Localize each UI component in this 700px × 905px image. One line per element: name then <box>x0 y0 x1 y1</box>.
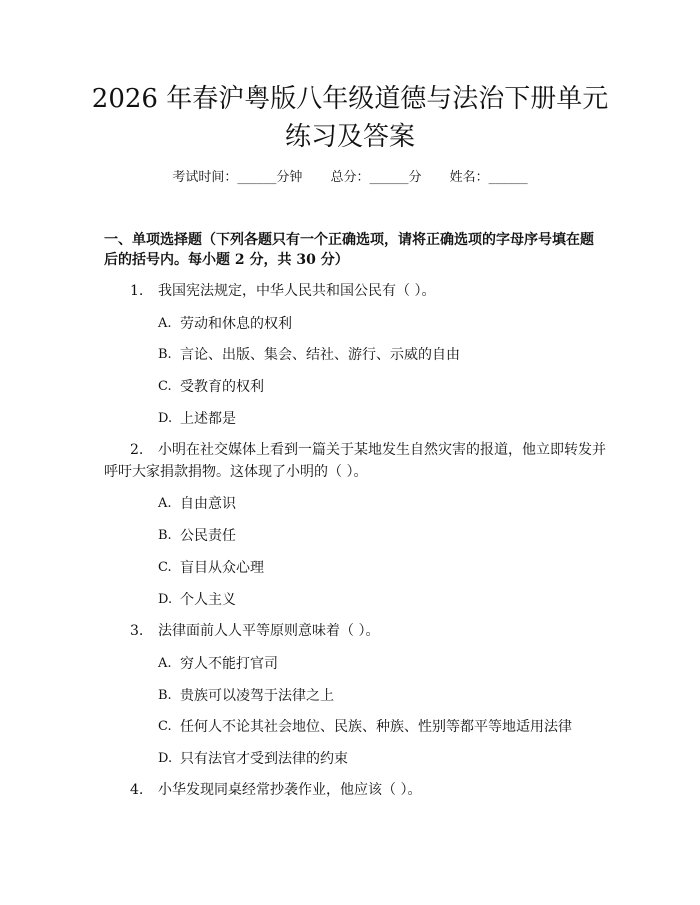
option-text: 自由意识 <box>180 496 236 512</box>
question-number: 1. <box>130 283 144 299</box>
option-text: 贵族可以凌驾于法律之上 <box>180 688 334 704</box>
option-letter: C. <box>158 560 172 575</box>
option-letter: A. <box>158 656 172 671</box>
section-heading-line-2: 后的括号内。每小题 2 分，共 30 分） <box>104 252 349 268</box>
question-text: 法律面前人人平等原则意味着（ ）。 <box>158 623 380 639</box>
document-title-line-1: 2026 年春沪粤版八年级道德与法治下册单元 <box>91 84 609 114</box>
option-text: 上述都是 <box>180 411 236 427</box>
option-letter: A. <box>158 316 172 331</box>
exam-info <box>0 168 700 188</box>
student-name-field: 姓名：______ <box>449 170 528 185</box>
option-letter: B. <box>158 528 172 543</box>
question-number: 4. <box>130 782 144 798</box>
section-heading-line-1: 一、单项选择题（下列各题只有一个正确选项，请将正确选项的字母序号填在题 <box>104 232 594 248</box>
option-letter: B. <box>158 688 172 703</box>
question-text: 小明在社交媒体上看到一篇关于某地发生自然灾害的报道，他立即转发并 <box>158 442 606 458</box>
question-text: 小华发现同桌经常抄袭作业，他应该（ ）。 <box>158 782 422 798</box>
question-text-continued: 呼吁大家捐款捐物。这体现了小明的（ ）。 <box>104 464 368 480</box>
option-letter: D. <box>158 592 173 607</box>
option-text: 受教育的权利 <box>180 379 264 395</box>
exam-time-field: 考试时间：______分钟 <box>172 170 303 185</box>
option-text: 盲目从众心理 <box>180 560 264 576</box>
option-text: 只有法官才受到法律的约束 <box>180 751 348 767</box>
question-number: 3. <box>130 623 144 639</box>
option-text: 劳动和休息的权利 <box>180 316 292 332</box>
option-text: 任何人不论其社会地位、民族、种族、性别等都平等地适用法律 <box>180 719 572 735</box>
question-text: 我国宪法规定，中华人民共和国公民有（ ）。 <box>158 283 436 299</box>
option-text: 言论、出版、集会、结社、游行、示威的自由 <box>180 347 460 363</box>
question-number: 2. <box>130 442 144 458</box>
option-letter: C. <box>158 379 172 394</box>
option-letter: A. <box>158 496 172 511</box>
option-letter: B. <box>158 347 172 362</box>
total-score-field: 总分：______分 <box>330 170 422 185</box>
option-text: 公民责任 <box>180 528 236 544</box>
option-letter: C. <box>158 719 172 734</box>
document-title-line-2: 练习及答案 <box>284 122 415 152</box>
option-text: 穷人不能打官司 <box>180 656 278 672</box>
option-letter: D. <box>158 411 173 426</box>
option-text: 个人主义 <box>180 592 236 608</box>
option-letter: D. <box>158 751 173 766</box>
